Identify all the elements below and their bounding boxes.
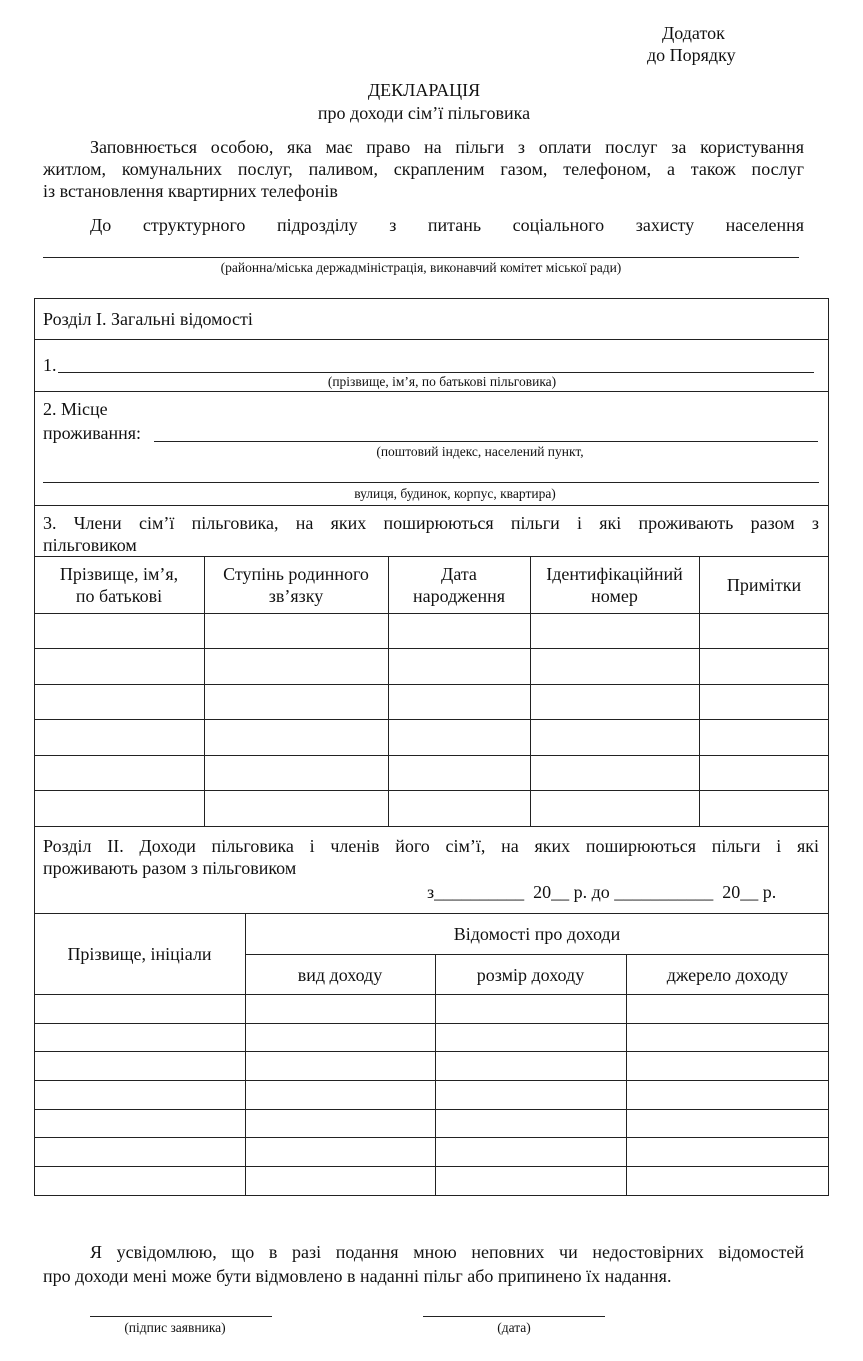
appendix-line2: до Порядку [647,45,736,65]
document-title: ДЕКЛАРАЦІЯ [367,80,481,100]
income-row-divider [34,1137,829,1138]
family-row-divider [34,684,829,685]
addressee-field[interactable] [43,257,799,258]
intro-line3: із встановлення квартирних телефонів [43,181,338,201]
family-row-divider [34,826,829,827]
family-col-birthdate-l2: народження [413,586,505,606]
item1-number: 1. [43,355,57,375]
declaration-table [34,298,829,1196]
residence-label-line2: проживання: [43,423,142,443]
residence-field-1[interactable] [154,441,818,442]
income-col-divider [435,954,436,1196]
income-col-group: Відомості про доходи [453,924,621,944]
residence-hint2: вулиця, будинок, корпус, квартира) [354,486,556,501]
income-row-divider [34,1166,829,1167]
income-col-amount: розмір доходу [476,964,585,985]
income-row-divider [34,1080,829,1081]
family-row-divider [34,719,829,720]
fullname-hint: (прізвище, ім’я, по батькові пільговика) [327,374,557,389]
document-subtitle: про доходи сім’ї пільговика [317,103,531,123]
family-col-divider [388,556,389,826]
income-col-divider [626,954,627,1196]
appendix-line1: Додаток [662,23,725,43]
family-col-notes [699,557,829,613]
family-col-fullname [34,557,204,613]
income-col-name: Прізвище, ініціали [67,944,212,964]
income-col-source: джерело доходу [666,964,789,985]
income-row-divider [34,1023,829,1024]
signature-hint: (підпис заявника) [124,1320,226,1335]
section2-title-line1: Розділ ІІ. Доходи пільговика і членів його сім’ї, на яких поширюються пільги і які [43,836,819,856]
section1-title: Розділ І. Загальні відомості [43,309,253,329]
income-row-divider [34,1109,829,1110]
income-col-divider [245,913,246,1196]
residence-field-2[interactable] [43,482,819,483]
date-hint: (дата) [497,1320,531,1335]
family-row-divider [34,648,829,649]
family-col-relation [204,557,388,613]
family-col-divider [530,556,531,826]
income-row-divider [34,1051,829,1052]
family-row-divider [34,755,829,756]
family-col-divider [204,556,205,826]
addressee-text: До структурного підрозділу з питань соціального захисту населення [90,215,804,235]
section2-title-line2: проживають разом з пільговиком [43,858,297,878]
intro-line1: Заповнюється особою, яка має право на пільги з оплати послуг за користування [90,137,804,157]
date-field[interactable] [423,1316,605,1317]
family-intro-line2: пільговиком [43,535,137,555]
family-col-taxid-l1: Ідентифікаційний [546,564,683,584]
fullname-field[interactable] [58,372,814,373]
income-col-type: вид доходу [297,964,383,985]
addressee-hint: (районна/міська держадміністрація, виконавчий комітет міської ради) [220,260,622,275]
signature-field[interactable] [90,1316,272,1317]
family-col-relation-l1: Ступінь родинного [223,564,369,584]
family-col-birthdate [388,557,530,613]
row-divider [34,339,829,340]
family-col-fullname-l2: по батькові [75,586,163,606]
family-col-relation-l2: зв’язку [268,586,324,606]
row-divider [34,391,829,392]
residence-label-line1: 2. Місце [43,399,108,419]
declaration-line1: Я усвідомлюю, що в разі подання мною неповних чи недостовірних відомостей [90,1242,804,1262]
family-intro-line1: 3. Члени сім’ї пільговика, на яких поширюються пільги і які проживають разом з [43,513,819,533]
family-col-divider [699,556,700,826]
family-col-birthdate-l1: Дата [441,564,477,584]
residence-hint1: (поштовий індекс, населений пункт, [376,444,584,459]
income-row-divider [34,994,829,995]
intro-line2: житлом, комунальних послуг, паливом, скрапленим газом, телефоном, а також послуг [43,159,804,179]
family-row-divider [34,790,829,791]
family-col-notes-l1: Примітки [726,575,802,595]
family-col-taxid [530,557,699,613]
row-divider [34,505,829,506]
family-col-fullname-l1: Прізвище, ім’я, [59,564,179,584]
income-period[interactable]: з__________ 20__ р. до ___________ 20__ р. [427,882,777,902]
declaration-line2: про доходи мені може бути відмовлено в наданні пільг або припинено їх надання. [43,1266,672,1286]
family-col-taxid-l2: номер [591,586,638,606]
appendix-label [647,22,810,66]
family-row-divider [34,613,829,614]
